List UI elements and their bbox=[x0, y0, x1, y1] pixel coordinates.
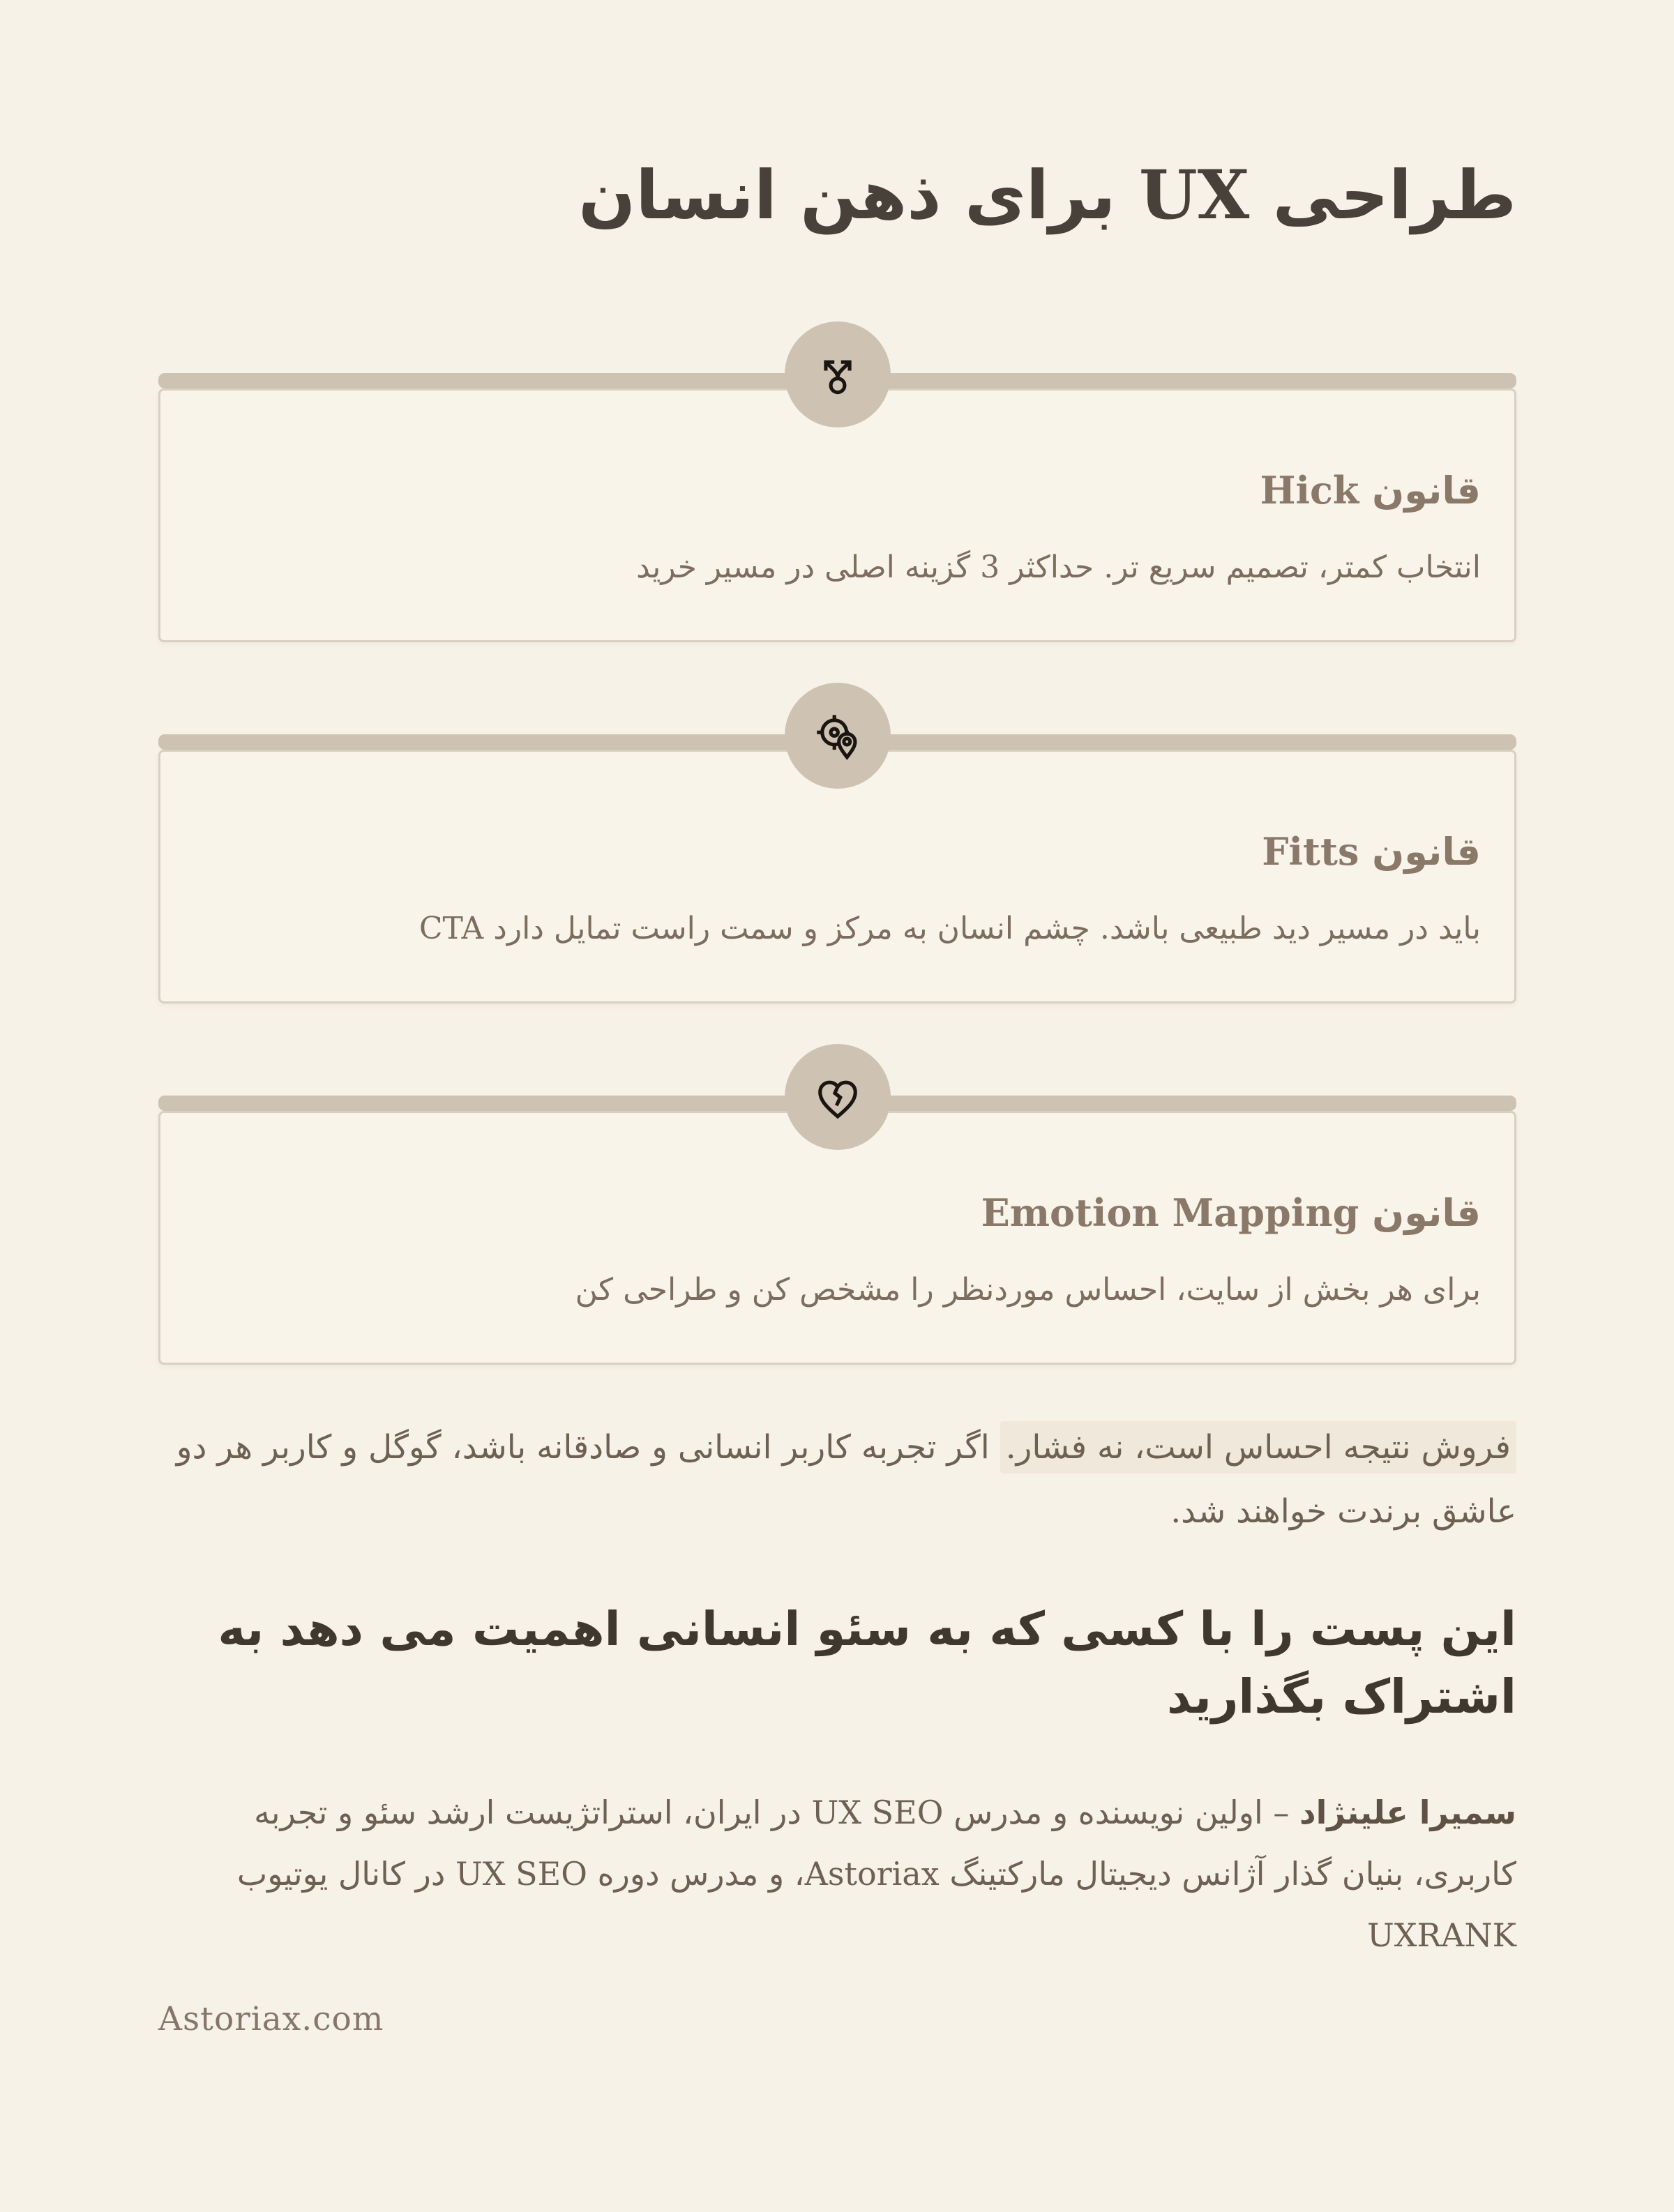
emotion-note-paragraph bbox=[158, 1416, 1516, 1544]
broken-heart-icon bbox=[809, 1068, 866, 1126]
branch-split-icon bbox=[809, 346, 866, 403]
target-location-icon bbox=[809, 707, 866, 764]
page-title: طراحی UX برای ذهن انسان bbox=[578, 156, 1516, 234]
card-heading: قانون Emotion Mapping bbox=[981, 1190, 1481, 1235]
author-bio bbox=[158, 1782, 1516, 1966]
card-description: انتخاب کمتر، تصمیم سریع تر. حداکثر 3 گزینه اصلی در مسیر خرید bbox=[636, 549, 1481, 585]
author-name: سمیرا علینژاد bbox=[1299, 1794, 1516, 1831]
card-description: برای هر بخش از سایت، احساس موردنظر را مشخص کن و طراحی کن bbox=[575, 1271, 1481, 1308]
icon-badge bbox=[785, 683, 891, 789]
card-description: باید در مسیر دید طبیعی باشد. چشم انسان به مرکز و سمت راست تمایل دارد CTA bbox=[418, 910, 1481, 946]
author-bio-text: – اولین نویسنده و مدرس UX SEO در ایران، استراتژیست ارشد سئو و تجربه کاربری، بنیان گذار آژانس دیجیتال مارکتینگ Astoriax، و مدرس دوره UX SEO در کانال یوتیوب UXRANK bbox=[236, 1794, 1516, 1954]
emotion-note-rest: اگر تجربه کاربر انسانی و صادقانه باشد، گوگل و کاربر هر دو عاشق برندت خواهند شد. bbox=[176, 1428, 1516, 1531]
card-heading: قانون Fitts bbox=[1262, 829, 1481, 874]
fitts-law-card bbox=[158, 683, 1516, 1003]
icon-badge bbox=[785, 321, 891, 427]
emotion-mapping-law-card bbox=[158, 1044, 1516, 1365]
highlighted-phrase: فروش نتیجه احساس است، نه فشار. bbox=[1000, 1421, 1516, 1474]
icon-badge bbox=[785, 1044, 891, 1150]
website-url: Astoriax.com bbox=[158, 2000, 384, 2038]
share-cta-heading: این پست را با کسی که به سئو انسانی اهمیت می دهد به اشتراک بگذارید bbox=[218, 1602, 1516, 1724]
hick-law-card bbox=[158, 321, 1516, 642]
card-heading: قانون Hick bbox=[1260, 468, 1481, 513]
